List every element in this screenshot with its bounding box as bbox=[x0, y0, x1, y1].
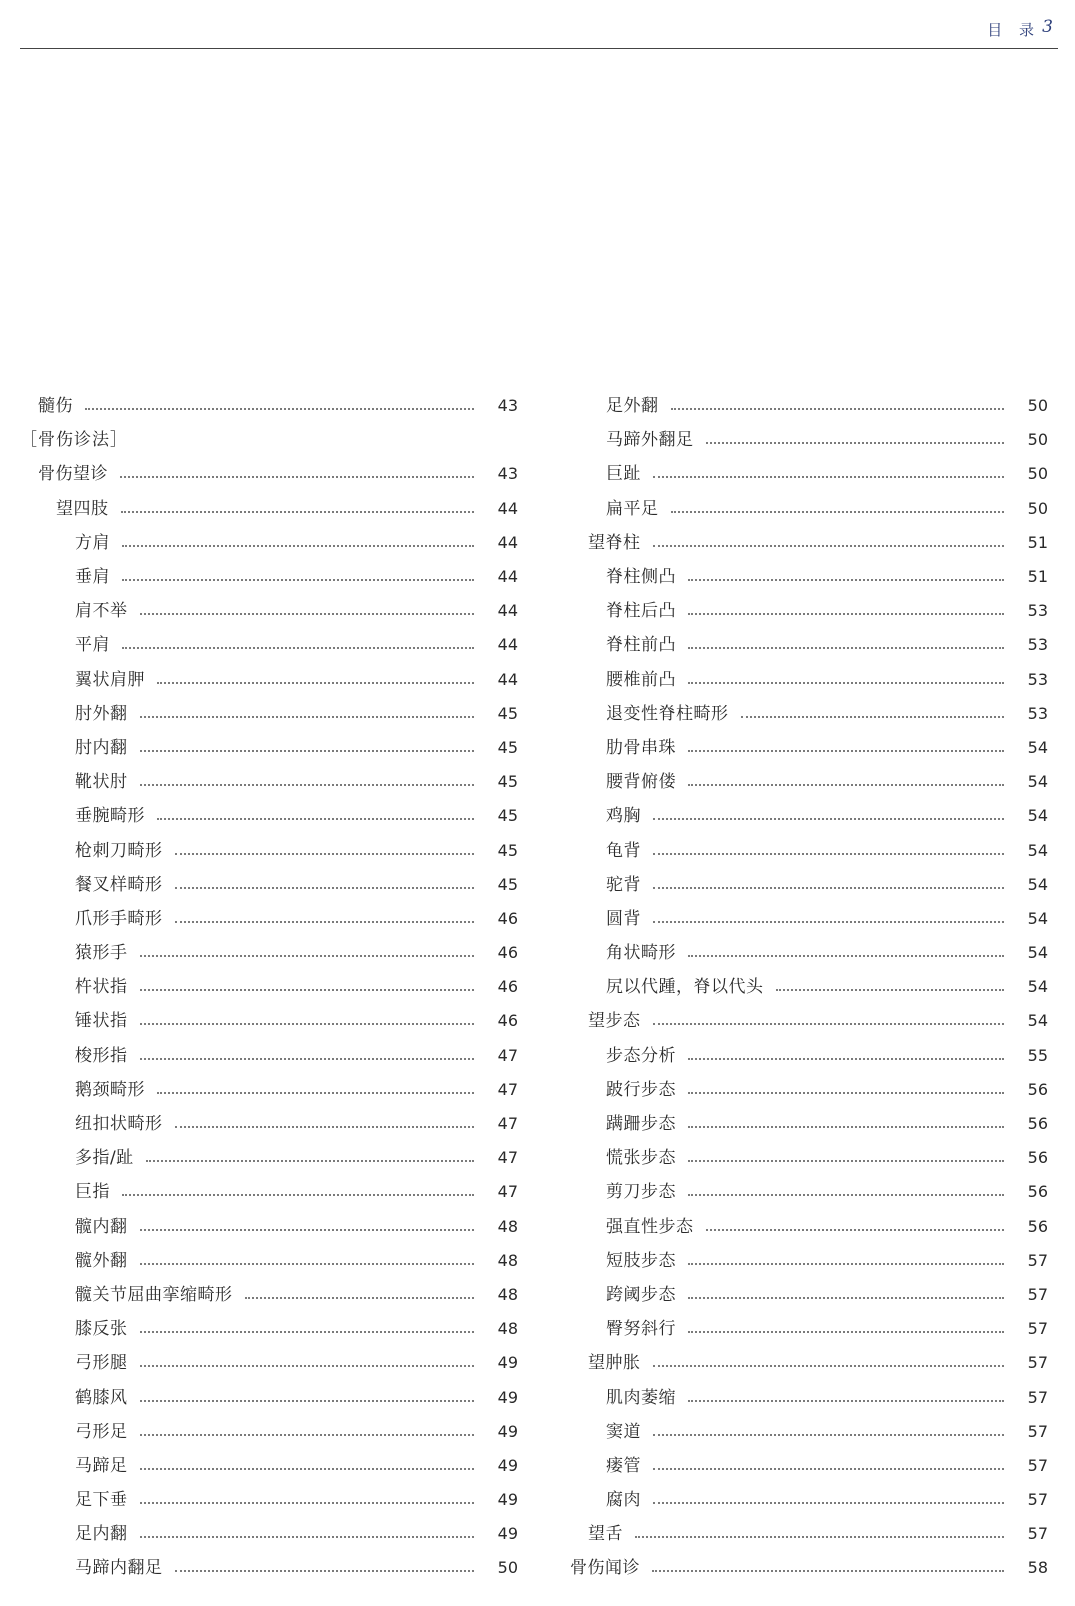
dot-leader bbox=[671, 408, 1005, 410]
toc-page-number: 50 bbox=[497, 1558, 518, 1578]
toc-entry-label: 驼背 bbox=[606, 874, 641, 895]
toc-entry-label: ［骨伤诊法］ bbox=[20, 430, 128, 451]
toc-page-number: 43 bbox=[497, 464, 518, 484]
toc-entry[interactable] bbox=[20, 389, 518, 423]
toc-entry[interactable] bbox=[570, 1107, 1048, 1141]
dot-leader bbox=[688, 1160, 1004, 1162]
dot-leader bbox=[776, 989, 1005, 991]
toc-entry[interactable] bbox=[20, 1312, 518, 1346]
toc-page-number: 57 bbox=[1027, 1524, 1048, 1544]
toc-entry[interactable] bbox=[570, 799, 1048, 833]
toc-entry-label: 望脊柱 bbox=[588, 532, 641, 553]
toc-entry-label: 退变性脊柱畸形 bbox=[606, 703, 729, 724]
toc-page-number: 57 bbox=[1027, 1387, 1048, 1407]
toc-entry-label: 瘘管 bbox=[606, 1455, 641, 1476]
toc-page-number: 53 bbox=[1027, 601, 1048, 621]
toc-entry-label: 猿形手 bbox=[75, 943, 128, 964]
toc-page-number: 50 bbox=[1027, 464, 1048, 484]
toc-page-number: 49 bbox=[497, 1455, 518, 1475]
dot-leader bbox=[653, 476, 1004, 478]
toc-entry-label: 足下垂 bbox=[75, 1490, 128, 1511]
dot-leader bbox=[140, 613, 475, 615]
dot-leader bbox=[688, 1194, 1004, 1196]
toc-entry[interactable] bbox=[570, 1141, 1048, 1175]
toc-entry[interactable] bbox=[20, 1073, 518, 1107]
toc-entry-label: 靴状肘 bbox=[75, 772, 128, 793]
dot-leader bbox=[653, 545, 1005, 547]
toc-entry[interactable] bbox=[20, 1551, 518, 1585]
toc-page-number: 49 bbox=[497, 1421, 518, 1441]
toc-entry[interactable] bbox=[20, 936, 518, 970]
toc-entry-label: 尻以代踵，脊以代头 bbox=[606, 977, 764, 998]
dot-leader bbox=[140, 1468, 475, 1470]
toc-page-number: 48 bbox=[497, 1284, 518, 1304]
toc-page-number: 54 bbox=[1027, 874, 1048, 894]
toc-entry[interactable] bbox=[20, 1141, 518, 1175]
dot-leader bbox=[653, 1434, 1004, 1436]
toc-section-heading bbox=[20, 423, 518, 457]
toc-entry-label: 腐肉 bbox=[606, 1490, 641, 1511]
dot-leader bbox=[175, 853, 475, 855]
toc-entry-label: 剪刀步态 bbox=[606, 1182, 676, 1203]
toc-entry[interactable] bbox=[20, 492, 518, 526]
toc-entry-label: 蹒跚步态 bbox=[606, 1114, 676, 1135]
toc-page-number: 57 bbox=[1027, 1284, 1048, 1304]
toc-page-number: 44 bbox=[497, 635, 518, 655]
dot-leader bbox=[157, 818, 474, 820]
toc-entry-label: 窦道 bbox=[606, 1421, 641, 1442]
toc-entry-label: 角状畸形 bbox=[606, 943, 676, 964]
dot-leader bbox=[688, 647, 1004, 649]
toc-entry-label: 肘内翻 bbox=[75, 737, 128, 758]
toc-page-number: 49 bbox=[497, 1524, 518, 1544]
dot-leader bbox=[652, 1570, 1004, 1572]
toc-entry-label: 腰背俯偻 bbox=[606, 772, 676, 793]
toc-entry-label: 鹅颈畸形 bbox=[75, 1079, 145, 1100]
toc-entry-label: 髋外翻 bbox=[75, 1250, 128, 1271]
toc-page-number: 57 bbox=[1027, 1455, 1048, 1475]
dot-leader bbox=[85, 408, 474, 410]
toc-page-number: 49 bbox=[497, 1353, 518, 1373]
dot-leader bbox=[157, 682, 474, 684]
toc-entry-label: 脊柱前凸 bbox=[606, 635, 676, 656]
toc-entry-label: 梭形指 bbox=[75, 1045, 128, 1066]
toc-entry-label: 巨趾 bbox=[606, 464, 641, 485]
toc-page-number: 44 bbox=[497, 669, 518, 689]
dot-leader bbox=[653, 1365, 1005, 1367]
toc-page-number: 54 bbox=[1027, 943, 1048, 963]
toc-entry-label: 锤状指 bbox=[75, 1011, 128, 1032]
toc-entry-label: 臀努斜行 bbox=[606, 1319, 676, 1340]
page-header bbox=[0, 0, 1075, 52]
dot-leader bbox=[688, 613, 1004, 615]
toc-page-number: 54 bbox=[1027, 806, 1048, 826]
toc-entry-label: 跛行步态 bbox=[606, 1079, 676, 1100]
toc-entry[interactable] bbox=[570, 1175, 1048, 1209]
toc-entry-label: 马蹄足 bbox=[75, 1455, 128, 1476]
toc-entry[interactable] bbox=[570, 697, 1048, 731]
toc-entry-label: 弓形腿 bbox=[75, 1353, 128, 1374]
toc-entry-label: 髋内翻 bbox=[75, 1216, 128, 1237]
dot-leader bbox=[140, 1434, 475, 1436]
toc-entry[interactable] bbox=[570, 663, 1048, 697]
toc-entry-label: 肋骨串珠 bbox=[606, 737, 676, 758]
toc-page-number: 55 bbox=[1027, 1045, 1048, 1065]
toc-entry[interactable] bbox=[20, 628, 518, 662]
toc-entry-label: 圆背 bbox=[606, 908, 641, 929]
toc-entry[interactable] bbox=[20, 1107, 518, 1141]
toc-entry-label: 平肩 bbox=[75, 635, 110, 656]
toc-entry[interactable] bbox=[570, 492, 1048, 526]
dot-leader bbox=[140, 1331, 475, 1333]
dot-leader bbox=[688, 1263, 1004, 1265]
dot-leader bbox=[653, 1468, 1004, 1470]
toc-entry-label: 马蹄内翻足 bbox=[75, 1558, 163, 1579]
dot-leader bbox=[706, 1229, 1005, 1231]
toc-page-number: 48 bbox=[497, 1216, 518, 1236]
toc-entry[interactable] bbox=[570, 833, 1048, 867]
toc-page-number: 44 bbox=[497, 532, 518, 552]
toc-entry[interactable] bbox=[570, 1517, 1048, 1551]
toc-page-number: 49 bbox=[497, 1387, 518, 1407]
dot-leader bbox=[653, 853, 1004, 855]
toc-page-number: 47 bbox=[497, 1182, 518, 1202]
toc-left-column bbox=[20, 389, 518, 1586]
toc-entry-label: 骨伤闻诊 bbox=[570, 1558, 640, 1579]
toc-entry[interactable] bbox=[570, 1244, 1048, 1278]
toc-page-number: 44 bbox=[497, 498, 518, 518]
toc-entry[interactable] bbox=[570, 936, 1048, 970]
dot-leader bbox=[245, 1297, 475, 1299]
toc-page-number: 50 bbox=[1027, 396, 1048, 416]
dot-leader bbox=[653, 818, 1004, 820]
toc-entry[interactable] bbox=[570, 1483, 1048, 1517]
toc-entry[interactable] bbox=[570, 1449, 1048, 1483]
toc-page-number: 54 bbox=[1027, 977, 1048, 997]
toc-entry-label: 马蹄外翻足 bbox=[606, 430, 694, 451]
toc-entry-label: 枪刺刀畸形 bbox=[75, 840, 163, 861]
dot-leader bbox=[140, 1536, 475, 1538]
dot-leader bbox=[140, 1023, 475, 1025]
toc-entry[interactable] bbox=[20, 663, 518, 697]
dot-leader bbox=[140, 750, 475, 752]
dot-leader bbox=[635, 1536, 1004, 1538]
dot-leader bbox=[653, 887, 1004, 889]
toc-entry[interactable] bbox=[20, 833, 518, 867]
toc-entry-label: 强直性步态 bbox=[606, 1216, 694, 1237]
toc-entry-label: 望肿胀 bbox=[588, 1353, 641, 1374]
toc-entry[interactable] bbox=[570, 560, 1048, 594]
toc-page-number: 44 bbox=[497, 567, 518, 587]
toc-entry[interactable] bbox=[20, 765, 518, 799]
dot-leader bbox=[122, 647, 474, 649]
toc-entry[interactable] bbox=[20, 970, 518, 1004]
toc-page-number: 57 bbox=[1027, 1250, 1048, 1270]
toc-page-number: 45 bbox=[497, 806, 518, 826]
toc-entry[interactable] bbox=[20, 526, 518, 560]
toc-entry-label: 髓伤 bbox=[38, 396, 73, 417]
toc-page-number: 46 bbox=[497, 908, 518, 928]
toc-page-number: 57 bbox=[1027, 1319, 1048, 1339]
toc-entry[interactable] bbox=[20, 1346, 518, 1380]
toc-entry-label: 脊柱后凸 bbox=[606, 601, 676, 622]
toc-entry-label: 骨伤望诊 bbox=[38, 464, 108, 485]
dot-leader bbox=[653, 921, 1004, 923]
toc-entry[interactable] bbox=[20, 1380, 518, 1414]
dot-leader bbox=[157, 1092, 474, 1094]
toc-page-number: 53 bbox=[1027, 669, 1048, 689]
toc-entry-label: 肩不举 bbox=[75, 601, 128, 622]
toc-entry-label: 望舌 bbox=[588, 1524, 623, 1545]
toc-entry-label: 爪形手畸形 bbox=[75, 908, 163, 929]
toc-page-number: 58 bbox=[1027, 1558, 1048, 1578]
toc-page-number: 50 bbox=[1027, 498, 1048, 518]
dot-leader bbox=[671, 511, 1005, 513]
toc-entry[interactable] bbox=[20, 1210, 518, 1244]
dot-leader bbox=[122, 579, 474, 581]
toc-page-number: 54 bbox=[1027, 1011, 1048, 1031]
toc-page-number: 54 bbox=[1027, 908, 1048, 928]
dot-leader bbox=[653, 1023, 1005, 1025]
dot-leader bbox=[688, 682, 1004, 684]
toc-entry-label: 巨指 bbox=[75, 1182, 110, 1203]
dot-leader bbox=[688, 1058, 1004, 1060]
toc-entry-label: 翼状肩胛 bbox=[75, 669, 145, 690]
toc-entry[interactable] bbox=[570, 902, 1048, 936]
dot-leader bbox=[741, 716, 1005, 718]
toc-page-number: 47 bbox=[497, 1045, 518, 1065]
toc-page-number: 56 bbox=[1027, 1216, 1048, 1236]
dot-leader bbox=[688, 750, 1004, 752]
dot-leader bbox=[653, 1502, 1004, 1504]
toc-entry[interactable] bbox=[570, 1346, 1048, 1380]
toc-page-number: 57 bbox=[1027, 1353, 1048, 1373]
toc-page-number: 56 bbox=[1027, 1079, 1048, 1099]
toc-entry-label: 肌肉萎缩 bbox=[606, 1387, 676, 1408]
toc-page-number: 46 bbox=[497, 1011, 518, 1031]
dot-leader bbox=[688, 1297, 1004, 1299]
toc-entry-label: 垂腕畸形 bbox=[75, 806, 145, 827]
running-head-title: 目 录 bbox=[987, 21, 1040, 39]
toc-entry-label: 鹤膝风 bbox=[75, 1387, 128, 1408]
toc-page-number: 45 bbox=[497, 840, 518, 860]
dot-leader bbox=[688, 1126, 1004, 1128]
dot-leader bbox=[688, 579, 1004, 581]
toc-entry[interactable] bbox=[20, 457, 518, 491]
dot-leader bbox=[706, 442, 1005, 444]
dot-leader bbox=[140, 1229, 475, 1231]
toc-page-number: 47 bbox=[497, 1079, 518, 1099]
toc-entry-label: 跨阈步态 bbox=[606, 1284, 676, 1305]
toc-entry[interactable] bbox=[20, 1278, 518, 1312]
toc-page-number: 49 bbox=[497, 1490, 518, 1510]
toc-entry[interactable] bbox=[570, 1278, 1048, 1312]
toc-entry[interactable] bbox=[570, 1380, 1048, 1414]
dot-leader bbox=[140, 716, 475, 718]
toc-page-number: 57 bbox=[1027, 1421, 1048, 1441]
toc-entry-label: 龟背 bbox=[606, 840, 641, 861]
toc-entry[interactable] bbox=[20, 868, 518, 902]
toc-page-number: 51 bbox=[1027, 532, 1048, 552]
dot-leader bbox=[688, 1092, 1004, 1094]
toc-page-number: 54 bbox=[1027, 772, 1048, 792]
toc-page-number: 54 bbox=[1027, 840, 1048, 860]
toc-page-number: 44 bbox=[497, 601, 518, 621]
toc-page-number: 50 bbox=[1027, 430, 1048, 450]
toc-page-number: 47 bbox=[497, 1114, 518, 1134]
toc-entry-label: 足内翻 bbox=[75, 1524, 128, 1545]
toc-entry-label: 望四肢 bbox=[56, 498, 109, 519]
dot-leader bbox=[121, 511, 475, 513]
toc-entry[interactable] bbox=[20, 1449, 518, 1483]
toc-entry[interactable] bbox=[20, 1175, 518, 1209]
dot-leader bbox=[688, 1400, 1004, 1402]
dot-leader bbox=[175, 887, 475, 889]
toc-entry-label: 杵状指 bbox=[75, 977, 128, 998]
toc-entry[interactable] bbox=[20, 1415, 518, 1449]
dot-leader bbox=[175, 1570, 475, 1572]
dot-leader bbox=[140, 1058, 475, 1060]
toc-entry-label: 步态分析 bbox=[606, 1045, 676, 1066]
toc-entry-label: 腰椎前凸 bbox=[606, 669, 676, 690]
toc-page-number: 53 bbox=[1027, 635, 1048, 655]
toc-entry[interactable] bbox=[570, 765, 1048, 799]
toc-entry-label: 鸡胸 bbox=[606, 806, 641, 827]
toc-entry-label: 髋关节屈曲挛缩畸形 bbox=[75, 1284, 233, 1305]
toc-entry[interactable] bbox=[570, 1551, 1048, 1585]
toc-entry[interactable] bbox=[20, 799, 518, 833]
toc-entry-label: 餐叉样畸形 bbox=[75, 874, 163, 895]
dot-leader bbox=[140, 1400, 475, 1402]
toc-entry[interactable] bbox=[570, 1312, 1048, 1346]
toc-entry-label: 慌张步态 bbox=[606, 1148, 676, 1169]
dot-leader bbox=[122, 1194, 474, 1196]
toc-page-number: 53 bbox=[1027, 703, 1048, 723]
toc-entry[interactable] bbox=[570, 1415, 1048, 1449]
dot-leader bbox=[688, 1331, 1004, 1333]
dot-leader bbox=[140, 1502, 475, 1504]
toc-entry[interactable] bbox=[20, 697, 518, 731]
page-number: 3 bbox=[1042, 17, 1053, 37]
dot-leader bbox=[140, 1365, 475, 1367]
toc-entry[interactable] bbox=[570, 1210, 1048, 1244]
header-divider bbox=[20, 48, 1058, 49]
toc-entry[interactable] bbox=[570, 868, 1048, 902]
toc-entry-label: 足外翻 bbox=[606, 396, 659, 417]
toc-page-number: 43 bbox=[497, 396, 518, 416]
toc-page-number: 47 bbox=[497, 1148, 518, 1168]
toc-page-number: 48 bbox=[497, 1319, 518, 1339]
toc-page-number: 45 bbox=[497, 772, 518, 792]
toc-entry[interactable] bbox=[20, 1244, 518, 1278]
toc-entry-label: 多指/趾 bbox=[75, 1148, 134, 1169]
toc-entry-label: 弓形足 bbox=[75, 1421, 128, 1442]
toc-entry[interactable] bbox=[570, 1039, 1048, 1073]
toc-entry[interactable] bbox=[570, 594, 1048, 628]
dot-leader bbox=[122, 545, 474, 547]
toc-entry[interactable] bbox=[570, 731, 1048, 765]
toc-page-number: 56 bbox=[1027, 1114, 1048, 1134]
toc-entry[interactable] bbox=[570, 526, 1048, 560]
toc-entry-label: 望步态 bbox=[588, 1011, 641, 1032]
dot-leader bbox=[140, 1263, 475, 1265]
toc-page-number: 54 bbox=[1027, 737, 1048, 757]
toc-right-column bbox=[570, 389, 1048, 1586]
dot-leader bbox=[140, 989, 475, 991]
toc-entry[interactable] bbox=[570, 970, 1048, 1004]
toc-entry-label: 膝反张 bbox=[75, 1319, 128, 1340]
toc-page-number: 45 bbox=[497, 874, 518, 894]
toc-entry-label: 肘外翻 bbox=[75, 703, 128, 724]
toc-entry[interactable] bbox=[570, 389, 1048, 423]
dot-leader bbox=[140, 784, 475, 786]
toc-entry[interactable] bbox=[20, 902, 518, 936]
dot-leader bbox=[688, 784, 1004, 786]
toc-entry[interactable] bbox=[20, 560, 518, 594]
dot-leader bbox=[140, 955, 475, 957]
toc-entry[interactable] bbox=[570, 1073, 1048, 1107]
toc-entry[interactable] bbox=[20, 1517, 518, 1551]
toc-page-number: 46 bbox=[497, 977, 518, 997]
toc-page-number: 46 bbox=[497, 943, 518, 963]
dot-leader bbox=[175, 1126, 475, 1128]
toc-entry-label: 纽扣状畸形 bbox=[75, 1114, 163, 1135]
toc-entry-label: 脊柱侧凸 bbox=[606, 567, 676, 588]
toc-entry-label: 扁平足 bbox=[606, 498, 659, 519]
toc-entry[interactable] bbox=[570, 628, 1048, 662]
toc-page-number: 51 bbox=[1027, 567, 1048, 587]
dot-leader bbox=[120, 476, 474, 478]
toc-entry-label: 方肩 bbox=[75, 532, 110, 553]
toc-page-number: 56 bbox=[1027, 1148, 1048, 1168]
toc-entry[interactable] bbox=[20, 731, 518, 765]
toc-page-number: 48 bbox=[497, 1250, 518, 1270]
toc-entry[interactable] bbox=[20, 594, 518, 628]
dot-leader bbox=[175, 921, 475, 923]
toc-page-number: 56 bbox=[1027, 1182, 1048, 1202]
toc-entry[interactable] bbox=[20, 1039, 518, 1073]
toc-entry-label: 短肢步态 bbox=[606, 1250, 676, 1271]
toc-entry[interactable] bbox=[20, 1483, 518, 1517]
toc-entry[interactable] bbox=[570, 457, 1048, 491]
dot-leader bbox=[688, 955, 1004, 957]
toc-entry[interactable] bbox=[570, 1004, 1048, 1038]
toc-entry-label: 垂肩 bbox=[75, 567, 110, 588]
toc-entry[interactable] bbox=[570, 423, 1048, 457]
toc-page-number: 45 bbox=[497, 703, 518, 723]
toc-page-number: 45 bbox=[497, 737, 518, 757]
dot-leader bbox=[146, 1160, 474, 1162]
toc-entry[interactable] bbox=[20, 1004, 518, 1038]
toc-page-number: 57 bbox=[1027, 1490, 1048, 1510]
